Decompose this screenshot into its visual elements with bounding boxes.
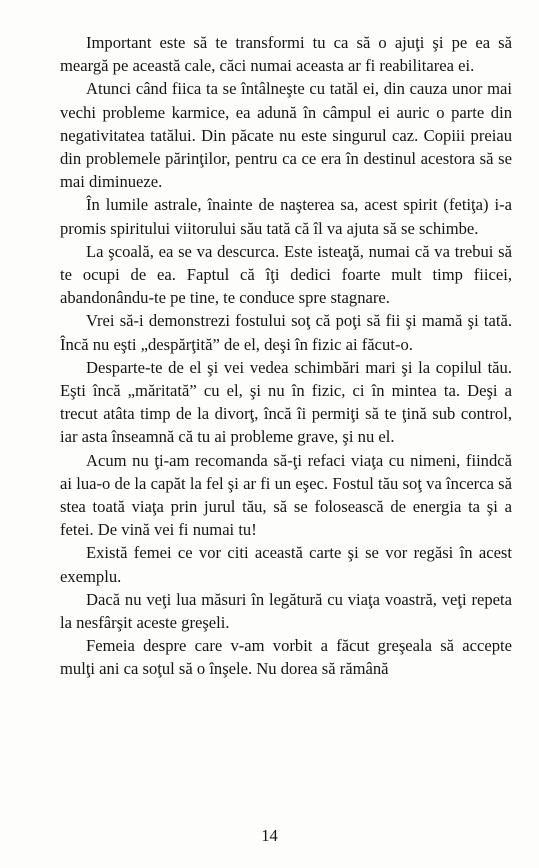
paragraph-9: Dacă nu veţi lua măsuri în legătură cu viaţa voastră, veţi repeta la nesfârşit aceste greşeli.: [60, 589, 512, 633]
paragraph-10: Femeia despre care v-am vorbit a făcut greşeala să accepte mulţi ani ca soţul să o înşele. Nu dorea să rămână: [60, 636, 512, 679]
paragraph-8: Există femei ce vor citi această carte şi se vor regăsi în acest exemplu.: [60, 543, 512, 586]
paragraph-2: Atunci când fiica ta se întâlneşte cu tatăl ei, din cauza unor mai vechi probleme karmice, ea adună în câmpul ei auric o parte din negativitatea tatălui. Din păcate nu este singurul caz. Copiii preiau din problemele părinţilor, pentru ca ce era în destinul acestora să se mai diminueze.: [60, 79, 512, 192]
paragraph-7: Acum nu ţi-am recomanda să-ţi refaci viaţa cu nimeni, fiindcă ai lua-o de la capăt la fel şi ar fi un eşec. Fostul tău soţ va încerca să stea toată viaţa prin jurul tău, să se folosească de energia ta şi a fetei. De vină vei fi numai tu!: [60, 450, 512, 540]
paragraph-6: Desparte-te de el şi vei vedea schimbări mari şi la copilul tău. Eşti încă „măritată” cu el, şi nu în fizic, ci în mintea ta. Deşi a trecut atâta timp de la divorţ, încă îi permiţi să te ţină sub control, iar asta înseamnă că tu ai probleme grave, şi nu el.: [60, 357, 512, 447]
paragraph-5: Vrei să-i demonstrezi fostului soţ că poţi să fii şi mamă şi tată. Încă nu eşti „despărţită” de el, deşi în fizic ai făcut-o.: [60, 311, 512, 354]
body-text: [60, 31, 512, 681]
paragraph-3: În lumile astrale, înainte de naşterea sa, acest spirit (fetiţa) i-a promis spiritului viitorului său tată că îl va ajuta să se schimbe.: [60, 195, 512, 238]
page-number: 14: [261, 826, 278, 845]
paragraph-1: Important este să te transformi tu ca să o ajuţi şi pe ea să meargă pe această cale, căci numai aceasta ar fi reabilitarea ei.: [60, 33, 512, 76]
paragraph-4: La şcoală, ea se va descurca. Este isteaţă, numai că va trebui să te ocupi de ea. Faptul că îţi dedici foarte mult timp fiicei, abandonându-te pe tine, te conduce spre stagnare.: [60, 241, 512, 308]
